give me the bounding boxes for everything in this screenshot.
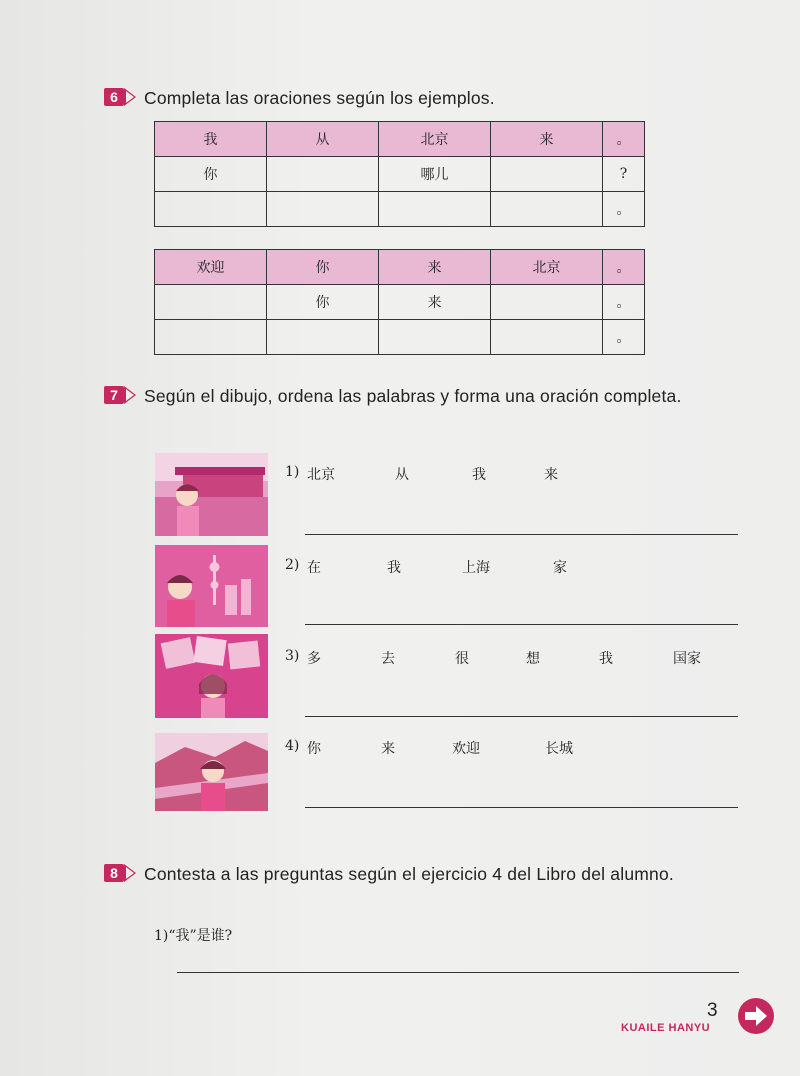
word-tile: 我 xyxy=(472,467,486,483)
exercise-instruction: Según el dibujo, ordena las palabras y forma una oración completa. xyxy=(144,386,682,406)
tiananmen-boy-picture xyxy=(155,453,268,536)
exercise-number-badge: 8 xyxy=(104,864,124,882)
table-cell: 。 xyxy=(603,192,645,227)
word-tile: 来 xyxy=(544,467,558,483)
table-cell: 北京 xyxy=(491,250,603,285)
table-cell: 你 xyxy=(267,250,379,285)
word-tile: 在 xyxy=(307,560,321,576)
item-number: 4) xyxy=(285,738,300,754)
word-tile: 我 xyxy=(599,651,613,667)
arrow-icon xyxy=(124,88,136,106)
table-row xyxy=(155,285,645,320)
table-header-row xyxy=(155,122,645,157)
table-cell: 欢迎 xyxy=(155,250,267,285)
table-cell: 从 xyxy=(267,122,379,157)
fill-in-table-2 xyxy=(154,249,645,355)
word-tile: 去 xyxy=(381,651,395,667)
item-number: 2) xyxy=(285,557,300,573)
word-tile: 国家 xyxy=(673,651,701,667)
table-cell[interactable] xyxy=(267,320,379,355)
item-number: 1) xyxy=(285,464,300,480)
table-cell[interactable] xyxy=(491,320,603,355)
arrow-icon xyxy=(124,386,136,404)
travel-girl-picture xyxy=(155,634,268,718)
answer-line[interactable] xyxy=(177,972,739,973)
table-row xyxy=(155,192,645,227)
arrow-icon xyxy=(124,864,136,882)
table-cell: 。 xyxy=(603,122,645,157)
table-cell: ? xyxy=(603,157,645,192)
exercise-number-badge: 7 xyxy=(104,386,124,404)
fill-in-table-1 xyxy=(154,121,645,227)
word-tile: 很 xyxy=(455,651,469,667)
answer-line[interactable] xyxy=(305,624,738,625)
word-tile: 来 xyxy=(381,741,395,757)
word-tile: 想 xyxy=(526,651,540,667)
table-cell: 。 xyxy=(603,285,645,320)
table-cell[interactable] xyxy=(267,192,379,227)
table-cell[interactable] xyxy=(491,192,603,227)
word-tile: 家 xyxy=(553,560,567,576)
table-header-row xyxy=(155,250,645,285)
answer-line[interactable] xyxy=(305,534,738,535)
word-tile: 多 xyxy=(307,651,321,667)
word-tile: 上海 xyxy=(462,560,490,576)
book-brand: KUAILE HANYU xyxy=(621,1022,711,1034)
table-cell[interactable] xyxy=(155,192,267,227)
table-cell: 北京 xyxy=(379,122,491,157)
table-cell[interactable] xyxy=(491,285,603,320)
table-cell[interactable] xyxy=(155,285,267,320)
table-cell[interactable] xyxy=(379,320,491,355)
answer-line[interactable] xyxy=(305,716,738,717)
page-number: 3 xyxy=(707,1000,718,1021)
table-cell: 来 xyxy=(491,122,603,157)
word-tile: 长城 xyxy=(545,741,573,757)
exercise-instruction: Completa las oraciones según los ejemplos. xyxy=(144,88,495,108)
table-cell: 你 xyxy=(267,285,379,320)
table-row xyxy=(155,157,645,192)
table-cell: 来 xyxy=(379,285,491,320)
question-1: 1)“我”是谁? xyxy=(154,928,233,944)
word-tile: 我 xyxy=(387,560,401,576)
table-cell[interactable] xyxy=(155,320,267,355)
table-cell: 来 xyxy=(379,250,491,285)
exercise-number-badge: 6 xyxy=(104,88,124,106)
table-cell: 你 xyxy=(155,157,267,192)
exercise-instruction: Contesta a las preguntas según el ejercicio 4 del Libro del alumno. xyxy=(144,864,674,884)
table-cell: 。 xyxy=(603,320,645,355)
table-cell[interactable] xyxy=(379,192,491,227)
word-tile: 你 xyxy=(307,741,321,757)
item-number: 3) xyxy=(285,648,300,664)
shanghai-boy-picture xyxy=(155,545,268,627)
exercise-7-header xyxy=(104,385,724,408)
word-tile: 从 xyxy=(395,467,409,483)
exercise-6-header xyxy=(104,87,495,110)
next-arrow-icon xyxy=(736,996,776,1036)
table-cell[interactable] xyxy=(267,157,379,192)
table-row xyxy=(155,320,645,355)
table-cell: 我 xyxy=(155,122,267,157)
great-wall-girl-picture xyxy=(155,733,268,811)
answer-line[interactable] xyxy=(305,807,738,808)
table-cell: 。 xyxy=(603,250,645,285)
exercise-8-header xyxy=(104,863,674,886)
table-cell[interactable] xyxy=(491,157,603,192)
table-cell: 哪儿 xyxy=(379,157,491,192)
word-tile: 北京 xyxy=(307,467,335,483)
word-tile: 欢迎 xyxy=(452,741,480,757)
